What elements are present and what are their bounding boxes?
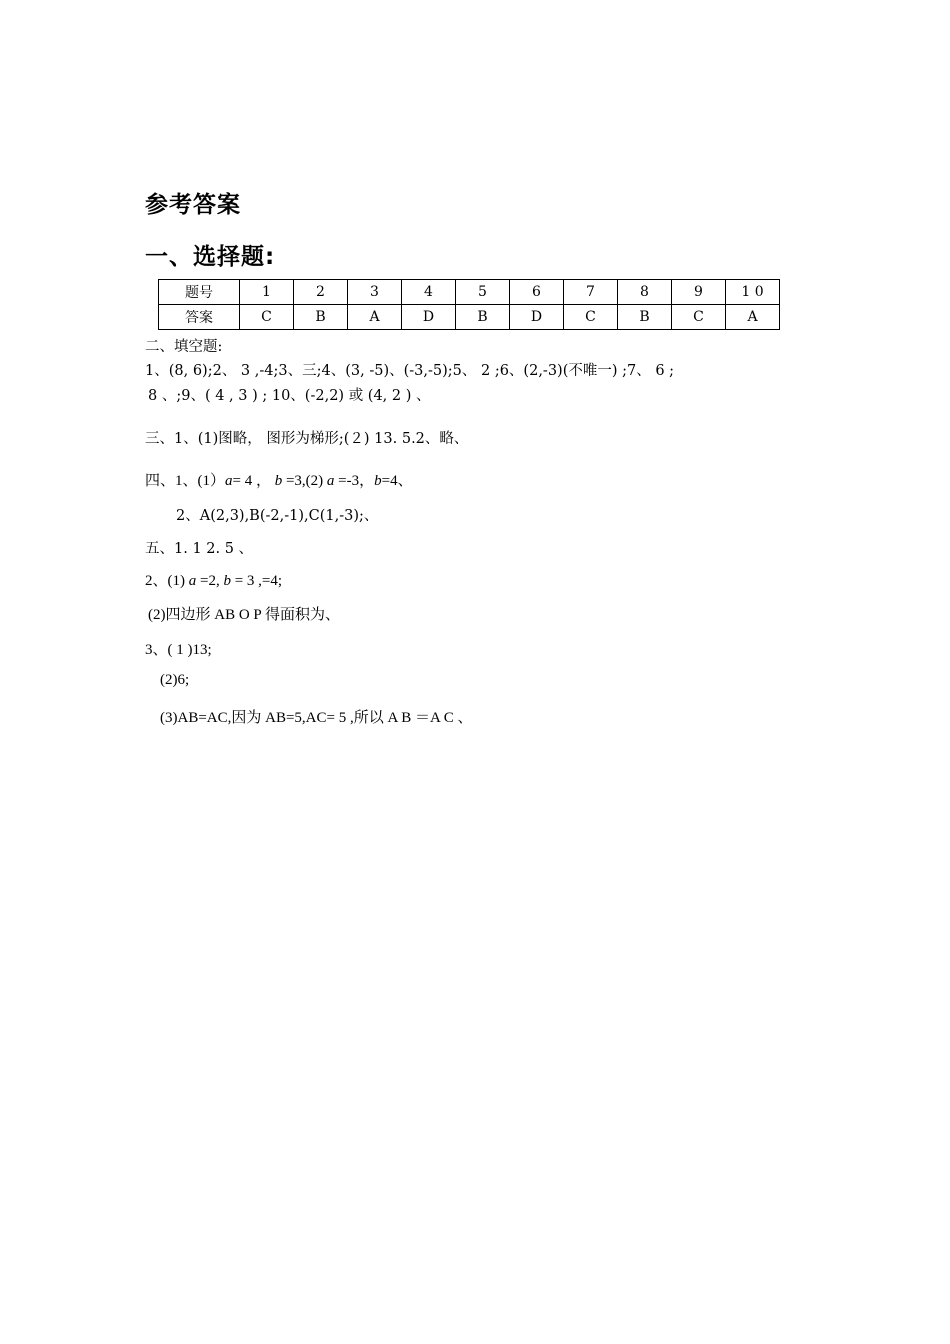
table-cell-number: 5 xyxy=(456,280,510,305)
table-cell-number: 4 xyxy=(402,280,456,305)
section5-answer-3-part3: (3)AB=AC,因为 AB=5,AC= 5 ,所以 A B ＝A C 、 xyxy=(160,710,473,726)
variable-b: b xyxy=(374,473,382,489)
table-cell-answer: B xyxy=(618,305,672,330)
variable-b: b xyxy=(274,473,283,489)
answer-table xyxy=(158,279,780,330)
text-segment: 四、1、(1） xyxy=(145,473,225,489)
text-segment: = 4 ， xyxy=(232,473,275,489)
page-title: 参考答案 xyxy=(145,192,241,218)
text-segment: =4、 xyxy=(381,473,413,489)
section5-answer-2-part2: (2)四边形 AB O P 得面积为、 xyxy=(148,607,340,623)
table-answer-label: 答案 xyxy=(159,305,240,330)
table-cell-number: 3 xyxy=(348,280,402,305)
section5-answer-1: 五、1. 1 2. 5 、 xyxy=(145,541,254,557)
table-cell-answer: A xyxy=(348,305,402,330)
table-cell-answer: C xyxy=(240,305,294,330)
table-row-answers xyxy=(159,305,780,330)
table-cell-number: 1 xyxy=(240,280,294,305)
fill-answers-line-1: 1、(8, 6);2、 3 ,-4;3、三;4、(3, -5)、(-3,-5);5、 2 ;6、(2,-3)(不唯一) ;7、 6 ; xyxy=(145,363,675,379)
text-segment: = 3 ,=4; xyxy=(230,573,283,589)
table-cell-number: 1 0 xyxy=(726,280,780,305)
table-cell-answer: B xyxy=(456,305,510,330)
variable-a: a xyxy=(326,473,335,489)
table-cell-number: 6 xyxy=(510,280,564,305)
variable-a: a xyxy=(188,573,197,589)
table-cell-number: 9 xyxy=(672,280,726,305)
table-cell-answer: C xyxy=(564,305,618,330)
table-cell-answer: A xyxy=(726,305,780,330)
text-segment: =2, xyxy=(196,573,224,589)
fill-section-title: 二、填空题: xyxy=(145,339,223,355)
text-segment: =-3， xyxy=(334,473,375,489)
table-cell-answer: B xyxy=(294,305,348,330)
text-segment: 2、(1) xyxy=(145,573,189,589)
table-cell-number: 7 xyxy=(564,280,618,305)
variable-b: b xyxy=(223,573,231,589)
fill-answers-line-2: 8 、;9、( 4 , 3 ) ; 10、(-2,2) 或 (4, 2 ) 、 xyxy=(148,388,431,404)
table-row-numbers xyxy=(159,280,780,305)
section3-answer: 三、1、(1)图略， 图形为梯形;(２) 13. 5.2、略、 xyxy=(145,431,469,447)
text-segment: =3,(2) xyxy=(282,473,327,489)
section4-answer-1 xyxy=(145,469,413,490)
section-heading-choice: 一、选择题: xyxy=(145,244,276,270)
table-cell-number: 8 xyxy=(618,280,672,305)
table-cell-number: 2 xyxy=(294,280,348,305)
section4-answer-2: 2、A(2,3),B(-2,-1),C(1,-3);、 xyxy=(176,508,379,524)
table-cell-answer: D xyxy=(510,305,564,330)
section5-answer-3-part2: (2)6; xyxy=(160,672,190,688)
table-cell-answer: D xyxy=(402,305,456,330)
table-header-label: 题号 xyxy=(159,280,240,305)
variable-a: a xyxy=(225,473,233,489)
table-cell-answer: C xyxy=(672,305,726,330)
section5-answer-2 xyxy=(145,569,282,590)
section5-answer-3: 3、( 1 )13; xyxy=(145,642,212,658)
